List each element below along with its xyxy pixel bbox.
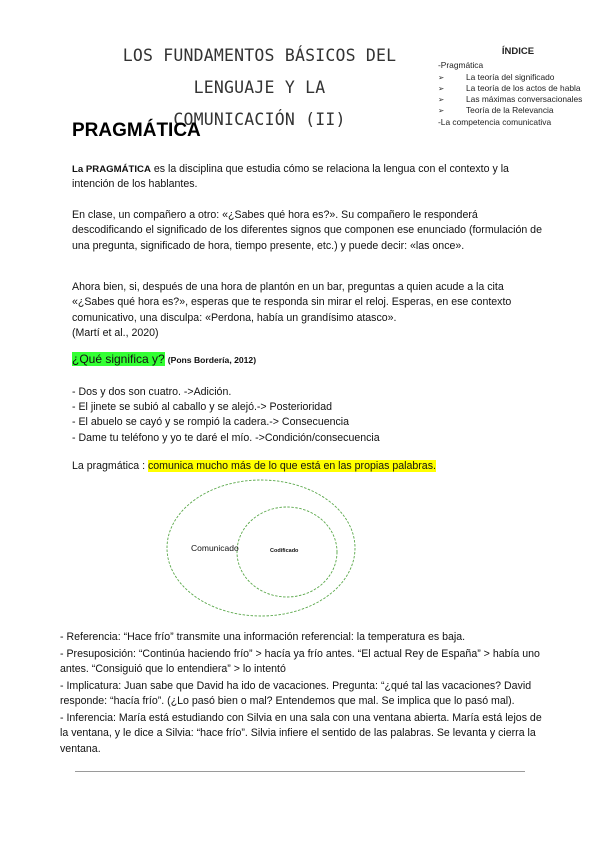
list-item: - Dos y dos son cuatro. ->Adición. bbox=[72, 386, 232, 398]
communication-diagram bbox=[165, 478, 375, 618]
examples-list bbox=[72, 385, 380, 446]
intro-text: es la disciplina que estudia cómo se relaciona la lengua con el contexto y la intención de los hablantes. bbox=[72, 163, 509, 191]
footer-divider bbox=[75, 771, 525, 772]
outer-label: Comunicado bbox=[191, 543, 239, 553]
title-line-1: LOS FUNDAMENTOS BÁSICOS DEL LENGUAJE Y LA bbox=[122, 46, 397, 97]
example-2-citation: (Martí et al., 2020) bbox=[72, 327, 159, 340]
pragmatica-statement bbox=[72, 459, 436, 474]
list-item: - El jinete se subió al caballo y se alejó.-> Posterioridad bbox=[72, 401, 332, 414]
example-paragraph-1: En clase, un compañero a otro: «¿Sabes qué hora es?». Su compañero le responderá descodificando el significado de los diferentes signos que componen ese enunciado (formulación de una pregunta, significado de hora, tiempo presente, etc.) y puede decir: «las once». bbox=[72, 209, 542, 252]
arrow-bullet-icon: ➢ bbox=[438, 106, 445, 116]
list-item: - El abuelo se cayó y se rompió la cadera.-> Consecuencia bbox=[72, 416, 350, 429]
title-line-2: COMUNICACIÓN (II) bbox=[173, 110, 346, 129]
list-item: - Dame tu teléfono y yo te daré el mío. ->Condición/consecuencia bbox=[72, 431, 380, 444]
definition-item: - Inferencia: María está estudiando con Silvia en una sala con una ventana abierta. María está lejos de la ventana, y le dice a Silvia: “hace frío”. Silvia infiere el sentido de las palabras. Se levanta y cierra la ventana. bbox=[60, 711, 542, 755]
index-sub-item: ➢ Teoría de la Relevancia bbox=[438, 105, 554, 116]
arrow-bullet-icon: ➢ bbox=[438, 72, 445, 82]
example-2-text: Ahora bien, si, después de una hora de plantón en un bar, preguntas a quien acude a la cita «¿Sabes qué hora es?», esperas que te responda sin mirar el reloj. Esperas, en ese contexto comunicativo, una disculpa: «Perdona, había un grandísimo atasco». bbox=[72, 281, 512, 324]
section-heading: PRAGMÁTICA bbox=[72, 120, 201, 141]
index-title: ÍNDICE bbox=[501, 46, 535, 57]
index-sub-item: ➢ La teoría de los actos de habla bbox=[438, 82, 581, 93]
question-line bbox=[72, 352, 256, 366]
arrow-bullet-icon: ➢ bbox=[438, 83, 445, 93]
intro-paragraph bbox=[72, 162, 542, 193]
definition-item: - Implicatura: Juan sabe que David ha ido de vacaciones. Pregunta: “¿qué tal las vacaciones? David responde: “hacía frío”. (¿Lo pasó bien o mal? Entendemos que mal. Se implica que lo pasó mal). bbox=[60, 679, 532, 707]
definition-item: - Referencia: “Hace frío” transmite una información referencial: la temperatura es baja. bbox=[60, 631, 466, 643]
definition-item: - Presuposición: “Continúa haciendo frío” > hacía ya frío antes. “El actual Rey de España” > había uno antes. “Consiguió que lo entendiera” > lo intentó bbox=[60, 647, 540, 675]
index-sub-item: ➢ Las máximas conversacionales bbox=[438, 94, 583, 105]
pragmatica-highlight: comunica mucho más de lo que está en las propias palabras. bbox=[147, 460, 436, 472]
question-citation: (Pons Bordería, 2012) bbox=[167, 355, 257, 365]
index-main-item: -Pragmática bbox=[438, 60, 484, 71]
definitions-block bbox=[60, 630, 545, 758]
table-of-contents bbox=[438, 46, 598, 128]
question-highlight: ¿Qué significa y? bbox=[72, 352, 165, 366]
pragmatica-prefix: La pragmática : bbox=[72, 460, 148, 472]
inner-label: Codificado bbox=[270, 548, 299, 554]
index-sub-item: ➢ La teoría del significado bbox=[438, 71, 555, 82]
arrow-bullet-icon: ➢ bbox=[438, 95, 445, 105]
intro-term: La PRAGMÁTICA bbox=[72, 164, 151, 175]
example-paragraph-2 bbox=[72, 280, 542, 342]
index-main-item: -La competencia comunicativa bbox=[438, 116, 552, 127]
